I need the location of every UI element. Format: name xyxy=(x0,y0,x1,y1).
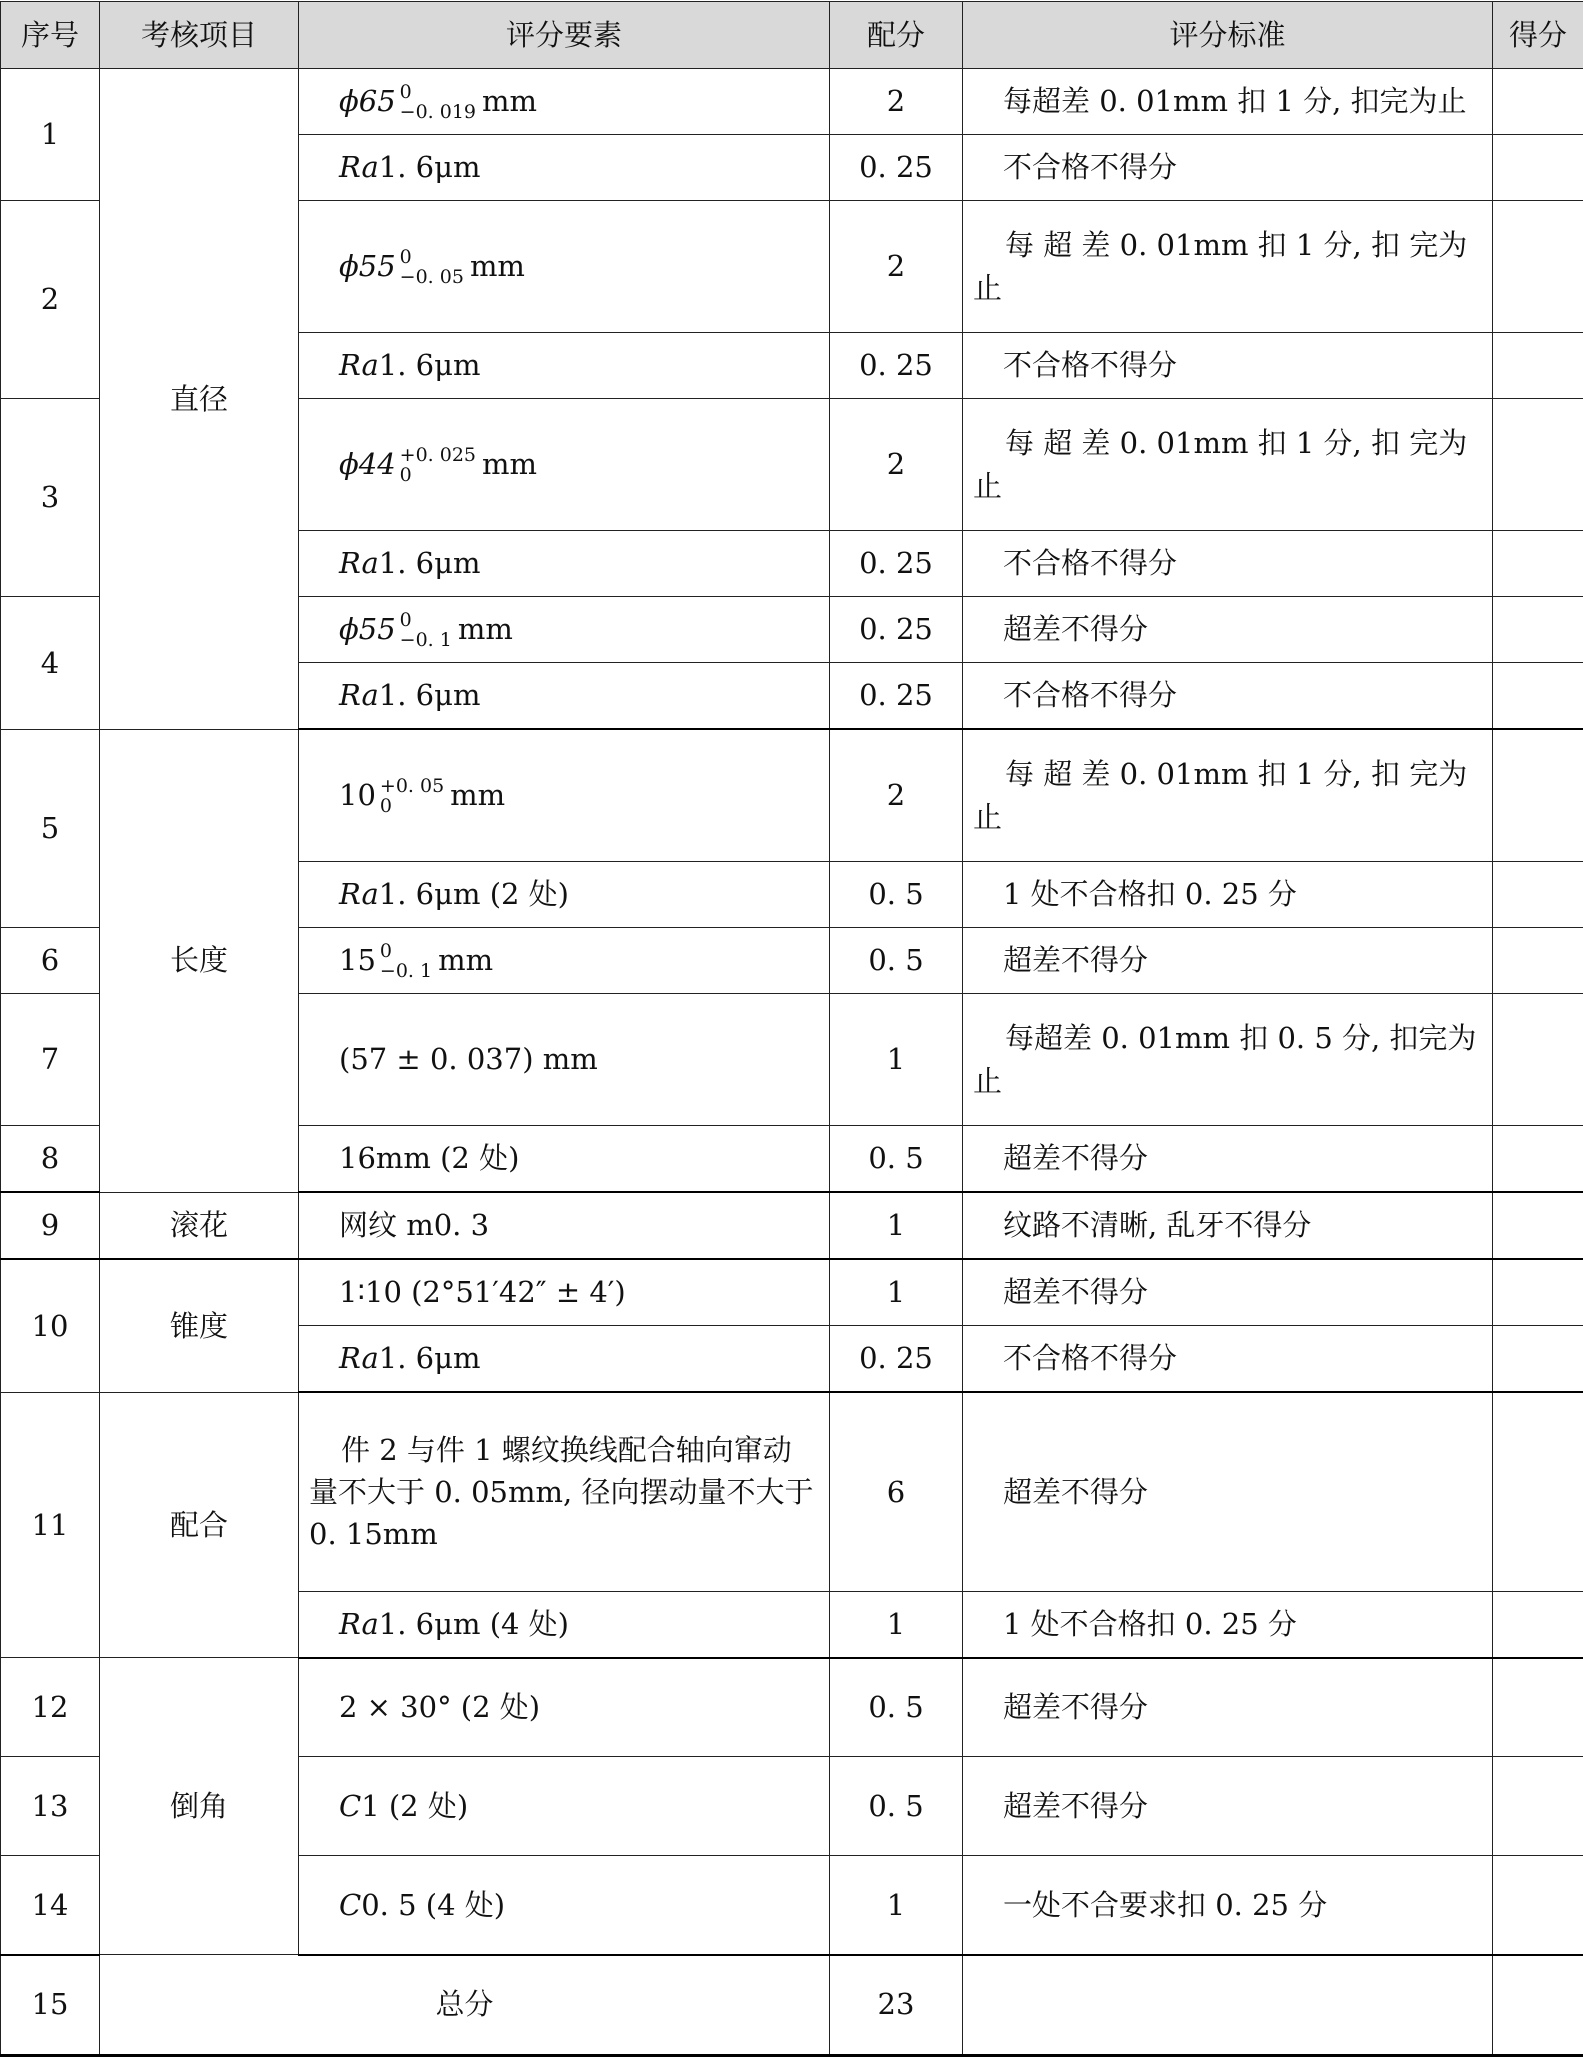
element-cell xyxy=(299,333,830,399)
element-cell: (57 ± 0. 037) mm xyxy=(299,994,830,1126)
row-no: 5 xyxy=(1,729,100,928)
points-cell: 0. 5 xyxy=(830,862,963,928)
points-cell: 0. 5 xyxy=(830,1757,963,1856)
row-no: 3 xyxy=(1,399,100,597)
chamfer-symbol: C xyxy=(339,1888,361,1922)
points-cell: 0. 25 xyxy=(830,597,963,663)
score-cell[interactable] xyxy=(1493,663,1583,730)
row-no: 2 xyxy=(1,201,100,399)
element-cell xyxy=(299,862,830,928)
element-cell xyxy=(299,135,830,201)
tolerance xyxy=(400,248,464,288)
tolerance-lower: −0. 019 xyxy=(400,103,476,123)
element-cell xyxy=(299,69,830,135)
points-cell: 1 xyxy=(830,994,963,1126)
roughness-symbol: Ra xyxy=(339,1341,379,1375)
points-cell: 1 xyxy=(830,1192,963,1259)
score-cell[interactable] xyxy=(1493,1757,1583,1856)
score-cell[interactable] xyxy=(1493,1192,1583,1259)
points-cell: 2 xyxy=(830,729,963,862)
score-cell[interactable] xyxy=(1493,201,1583,333)
header-score: 得分 xyxy=(1493,2,1583,69)
row-no: 14 xyxy=(1,1856,100,1955)
score-cell[interactable] xyxy=(1493,862,1583,928)
total-label: 总分 xyxy=(100,1955,830,2056)
row-no: 12 xyxy=(1,1658,100,1757)
points-cell: 0. 25 xyxy=(830,663,963,730)
dim-symbol: 10 xyxy=(339,778,376,812)
points-cell: 2 xyxy=(830,399,963,531)
element-cell xyxy=(299,928,830,994)
tolerance-upper: 0 xyxy=(400,611,452,631)
points-cell: 0. 5 xyxy=(830,928,963,994)
row-no: 9 xyxy=(1,1192,100,1259)
score-cell[interactable] xyxy=(1493,1392,1583,1591)
element-text: 1. 6μm xyxy=(379,546,481,580)
score-cell[interactable] xyxy=(1493,1126,1583,1193)
element-cell: 2 × 30° (2 处) xyxy=(299,1658,830,1757)
points-cell: 0. 25 xyxy=(830,1326,963,1393)
score-cell[interactable] xyxy=(1493,531,1583,597)
standard-cell xyxy=(963,399,1493,531)
unit: mm xyxy=(482,84,537,118)
row-no: 11 xyxy=(1,1392,100,1658)
row-no: 4 xyxy=(1,597,100,730)
score-cell[interactable] xyxy=(1493,994,1583,1126)
tolerance-upper: +0. 025 xyxy=(400,446,476,466)
standard-cell: 超差不得分 xyxy=(963,1757,1493,1856)
standard-cell: 纹路不清晰, 乱牙不得分 xyxy=(963,1192,1493,1259)
table-row xyxy=(1,1259,1583,1326)
element-text: 1. 6μm xyxy=(379,150,481,184)
score-cell[interactable] xyxy=(1493,333,1583,399)
table-row xyxy=(1,1658,1583,1757)
standard-cell: 不合格不得分 xyxy=(963,135,1493,201)
chamfer-symbol: C xyxy=(339,1789,361,1823)
element-cell: 16mm (2 处) xyxy=(299,1126,830,1193)
tolerance-upper: 0 xyxy=(400,248,464,268)
standard-cell: 超差不得分 xyxy=(963,597,1493,663)
element-cell xyxy=(299,201,830,333)
score-cell[interactable] xyxy=(1493,729,1583,862)
category-cell: 滚花 xyxy=(100,1192,299,1259)
points-cell: 0. 5 xyxy=(830,1658,963,1757)
element-text: 1. 6μm xyxy=(379,348,481,382)
standard-text: 每超差 0. 01mm 扣 0. 5 分, 扣完为止 xyxy=(973,1021,1476,1097)
table-row xyxy=(1,69,1583,135)
points-cell: 2 xyxy=(830,69,963,135)
score-cell[interactable] xyxy=(1493,928,1583,994)
unit: mm xyxy=(482,447,537,481)
header-no: 序号 xyxy=(1,2,100,69)
element-cell xyxy=(299,663,830,730)
row-no: 6 xyxy=(1,928,100,994)
score-cell[interactable] xyxy=(1493,597,1583,663)
row-no: 7 xyxy=(1,994,100,1126)
score-cell[interactable] xyxy=(1493,1326,1583,1393)
dim-symbol: ϕ55 xyxy=(339,612,396,646)
tolerance-upper: 0 xyxy=(380,942,432,962)
points-cell: 0. 25 xyxy=(830,135,963,201)
total-row xyxy=(1,1955,1583,2056)
tolerance xyxy=(380,942,432,982)
element-cell: 1∶10 (2°51′42″ ± 4′) xyxy=(299,1259,830,1326)
element-text: 1. 6μm (2 处) xyxy=(379,877,569,911)
row-no: 8 xyxy=(1,1126,100,1193)
row-no: 10 xyxy=(1,1259,100,1392)
element-text: 1. 6μm (4 处) xyxy=(379,1607,569,1641)
score-cell[interactable] xyxy=(1493,1955,1583,2056)
standard-cell: 1 处不合格扣 0. 25 分 xyxy=(963,1591,1493,1658)
tolerance-lower: 0 xyxy=(400,466,476,486)
header-standard: 评分标准 xyxy=(963,2,1493,69)
standard-cell: 不合格不得分 xyxy=(963,333,1493,399)
standard-cell: 不合格不得分 xyxy=(963,531,1493,597)
tolerance-lower: −0. 1 xyxy=(380,962,432,982)
points-cell: 0. 25 xyxy=(830,531,963,597)
tolerance-lower: −0. 1 xyxy=(400,631,452,651)
roughness-symbol: Ra xyxy=(339,1607,379,1641)
category-cell: 长度 xyxy=(100,729,299,1192)
standard-cell xyxy=(963,201,1493,333)
row-no: 15 xyxy=(1,1955,100,2056)
header-points: 配分 xyxy=(830,2,963,69)
tolerance xyxy=(380,777,444,817)
roughness-symbol: Ra xyxy=(339,678,379,712)
tolerance-lower: 0 xyxy=(380,797,444,817)
standard-cell: 每超差 0. 01mm 扣 1 分, 扣完为止 xyxy=(963,69,1493,135)
element-cell xyxy=(299,1392,830,1591)
points-cell: 6 xyxy=(830,1392,963,1591)
score-cell[interactable] xyxy=(1493,1658,1583,1757)
dim-symbol: 15 xyxy=(339,943,376,977)
row-no: 1 xyxy=(1,69,100,201)
header-row xyxy=(1,2,1583,69)
standard-cell: 一处不合要求扣 0. 25 分 xyxy=(963,1856,1493,1955)
standard-cell: 超差不得分 xyxy=(963,1658,1493,1757)
element-cell xyxy=(299,1591,830,1658)
standard-text: 每 超 差 0. 01mm 扣 1 分, 扣 完为止 xyxy=(973,757,1467,833)
tolerance xyxy=(400,83,476,123)
element-text: 1 (2 处) xyxy=(361,1789,468,1823)
roughness-symbol: Ra xyxy=(339,877,379,911)
roughness-symbol: Ra xyxy=(339,348,379,382)
unit: mm xyxy=(450,778,505,812)
unit: mm xyxy=(470,249,525,283)
element-cell xyxy=(299,531,830,597)
standard-cell: 不合格不得分 xyxy=(963,1326,1493,1393)
element-cell xyxy=(299,1326,830,1393)
standard-text: 每 超 差 0. 01mm 扣 1 分, 扣 完为止 xyxy=(973,228,1467,304)
scoring-table xyxy=(0,1,1583,2057)
standard-cell: 超差不得分 xyxy=(963,1126,1493,1193)
element-cell xyxy=(299,1757,830,1856)
score-cell[interactable] xyxy=(1493,1856,1583,1955)
element-cell xyxy=(299,597,830,663)
standard-text: 每 超 差 0. 01mm 扣 1 分, 扣 完为止 xyxy=(973,426,1467,502)
standard-cell xyxy=(963,994,1493,1126)
dim-symbol: ϕ65 xyxy=(339,84,396,118)
element-cell: 网纹 m0. 3 xyxy=(299,1192,830,1259)
header-element: 评分要素 xyxy=(299,2,830,69)
standard-cell xyxy=(963,729,1493,862)
standard-cell xyxy=(963,1955,1493,2056)
category-cell: 锥度 xyxy=(100,1259,299,1392)
standard-cell: 超差不得分 xyxy=(963,1259,1493,1326)
category-cell: 直径 xyxy=(100,69,299,730)
unit: mm xyxy=(458,612,513,646)
roughness-symbol: Ra xyxy=(339,546,379,580)
category-cell: 配合 xyxy=(100,1392,299,1658)
element-text: 件 2 与件 1 螺纹换线配合轴向窜动量不大于 0. 05mm, 径向摆动量不大于 0. 15mm xyxy=(309,1433,813,1551)
points-cell: 2 xyxy=(830,201,963,333)
unit: mm xyxy=(438,943,493,977)
tolerance xyxy=(400,446,476,486)
dim-symbol: ϕ55 xyxy=(339,249,396,283)
score-cell[interactable] xyxy=(1493,399,1583,531)
standard-cell: 1 处不合格扣 0. 25 分 xyxy=(963,862,1493,928)
tolerance-upper: +0. 05 xyxy=(380,777,444,797)
row-no: 13 xyxy=(1,1757,100,1856)
points-cell: 1 xyxy=(830,1259,963,1326)
table-row xyxy=(1,1192,1583,1259)
element-text: 1. 6μm xyxy=(379,1341,481,1375)
table-row xyxy=(1,729,1583,862)
element-text: 1. 6μm xyxy=(379,678,481,712)
score-cell[interactable] xyxy=(1493,135,1583,201)
tolerance-upper: 0 xyxy=(400,83,476,103)
category-cell: 倒角 xyxy=(100,1658,299,1955)
total-points: 23 xyxy=(830,1955,963,2056)
points-cell: 0. 5 xyxy=(830,1126,963,1193)
table-row xyxy=(1,1392,1583,1591)
element-cell xyxy=(299,399,830,531)
score-cell[interactable] xyxy=(1493,1259,1583,1326)
element-cell xyxy=(299,729,830,862)
roughness-symbol: Ra xyxy=(339,150,379,184)
score-cell[interactable] xyxy=(1493,69,1583,135)
element-text: 0. 5 (4 处) xyxy=(361,1888,505,1922)
standard-cell: 不合格不得分 xyxy=(963,663,1493,730)
tolerance xyxy=(400,611,452,651)
points-cell: 1 xyxy=(830,1856,963,1955)
dim-symbol: ϕ44 xyxy=(339,447,396,481)
points-cell: 1 xyxy=(830,1591,963,1658)
element-cell xyxy=(299,1856,830,1955)
header-item: 考核项目 xyxy=(100,2,299,69)
standard-cell: 超差不得分 xyxy=(963,1392,1493,1591)
score-cell[interactable] xyxy=(1493,1591,1583,1658)
points-cell: 0. 25 xyxy=(830,333,963,399)
tolerance-lower: −0. 05 xyxy=(400,268,464,288)
standard-cell: 超差不得分 xyxy=(963,928,1493,994)
